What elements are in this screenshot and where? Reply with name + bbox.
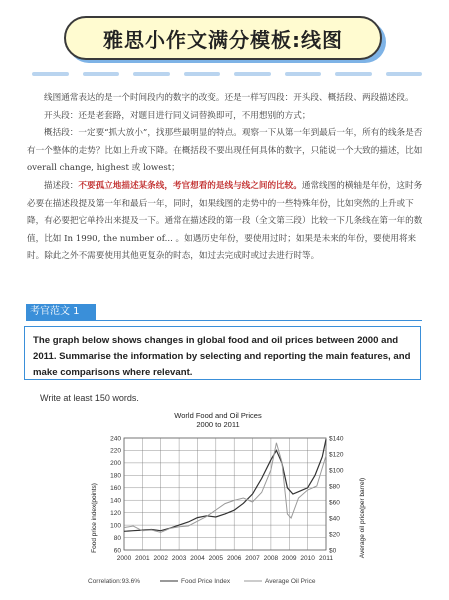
plot-frame xyxy=(124,438,326,550)
y-right-tick-label: $60 xyxy=(329,499,340,507)
y-tick-label: 100 xyxy=(110,522,121,530)
y-right-tick-label: $120 xyxy=(329,451,344,459)
desc-label: 描述段： xyxy=(44,180,79,191)
y-tick-label: 140 xyxy=(110,497,121,505)
correlation-note: Correlation:93.6% xyxy=(88,578,141,585)
x-tick-label: 2001 xyxy=(135,555,150,562)
x-axis-ticks xyxy=(117,555,334,562)
y-right-tick-label: $140 xyxy=(329,435,344,443)
section-divider xyxy=(26,320,422,321)
y-right-tick-label: $20 xyxy=(329,531,340,539)
y-tick-label: 80 xyxy=(113,534,121,542)
y-tick-label: 160 xyxy=(110,485,121,493)
section-label: 考官范文 1 xyxy=(26,304,96,320)
y-tick-label: 60 xyxy=(113,547,121,555)
legend-food-label: Food Price Index xyxy=(181,578,231,585)
y-tick-label: 120 xyxy=(110,509,121,517)
y-tick-label: 220 xyxy=(110,447,121,455)
intro-text xyxy=(27,90,423,266)
x-tick-label: 2010 xyxy=(300,555,315,562)
intro-paragraph-1: 线图通常表达的是一个时间段内的数字的改变。还是一样写四段：开头段、概括段、两段描述段。 xyxy=(44,93,414,103)
right-axis-ticks xyxy=(329,435,344,554)
food-oil-price-chart xyxy=(0,400,449,600)
x-tick-label: 2003 xyxy=(171,555,187,562)
highlight-text: 不要孤立地描述某条线，考官想看的是线与线之间的比较。 xyxy=(78,180,302,191)
x-tick-label: 2011 xyxy=(319,555,333,562)
chart-title: World Food and Oil Prices xyxy=(174,411,262,420)
y-tick-label: 180 xyxy=(110,472,121,480)
left-axis-ticks xyxy=(110,435,121,554)
chart-subtitle: 2000 to 2011 xyxy=(196,420,240,429)
intro-paragraph-3: 概括段：一定要“抓大放小”，找那些最明显的特点。观察一下从第一年到最后一年，所有的线条是否有一个整体的走势？比如上升或下降。在概括段不要出现任何具体的数字，只能说一个大致的描述，比如 overall change, highest 或 lowest； xyxy=(27,128,423,174)
dashed-divider xyxy=(32,72,422,76)
x-tick-label: 2006 xyxy=(226,555,242,562)
title-banner xyxy=(64,16,386,64)
x-tick-label: 2000 xyxy=(116,555,132,562)
y-tick-label: 240 xyxy=(110,435,121,443)
chart-series xyxy=(124,439,326,532)
y-axis-label: Food price index(points) xyxy=(91,483,98,553)
y-axis-right-label: Average oil price(per barrel) xyxy=(359,477,366,559)
legend-oil-label: Average Oil Price xyxy=(265,578,316,585)
x-tick-label: 2009 xyxy=(282,555,297,562)
desc-text: 通常线图的横轴是年份，这时务必要在描述段提及第一年和最后一年，同时，如果线图的走势中的一些特殊年份，比如突然的上升或下降，有必要把它单拎出来提及一下。通常在描述段的第一段（全文第三段）比较一下几条线在第一年的数值，比如 In 1990, the number of... 。如遇历史年份，要使用过时；如果是未来的年份，要使用将来时。除此之外不需要使用其他更复杂的时态，如过去完成时或过去进行时等。 xyxy=(27,180,423,262)
x-tick-label: 2004 xyxy=(190,555,205,562)
y-right-tick-label: $0 xyxy=(329,547,337,555)
y-right-tick-label: $80 xyxy=(329,483,340,491)
y-right-tick-label: $100 xyxy=(329,467,344,475)
intro-paragraph-2: 开头段：还是老套路，对题目进行同义词替换即可，不用想别的方式； xyxy=(44,110,311,121)
word-count-instruction: Write at least 150 words. xyxy=(40,393,139,403)
chart-grid xyxy=(124,438,326,550)
y-tick-label: 200 xyxy=(110,460,121,468)
page-title: 雅思小作文满分模板:线图 xyxy=(64,16,382,60)
x-tick-label: 2007 xyxy=(245,555,260,562)
y-right-tick-label: $40 xyxy=(329,515,340,523)
x-tick-label: 2005 xyxy=(208,555,224,562)
food-price-line xyxy=(124,439,326,531)
intro-paragraph-4 xyxy=(27,178,423,266)
task-prompt: The graph below shows changes in global food and oil prices between 2000 and 2011. Summarise the information by selecting and reporting the main features, and make comparisons where relevant. xyxy=(24,326,421,380)
x-tick-label: 2002 xyxy=(153,555,168,562)
x-tick-label: 2008 xyxy=(263,555,279,562)
